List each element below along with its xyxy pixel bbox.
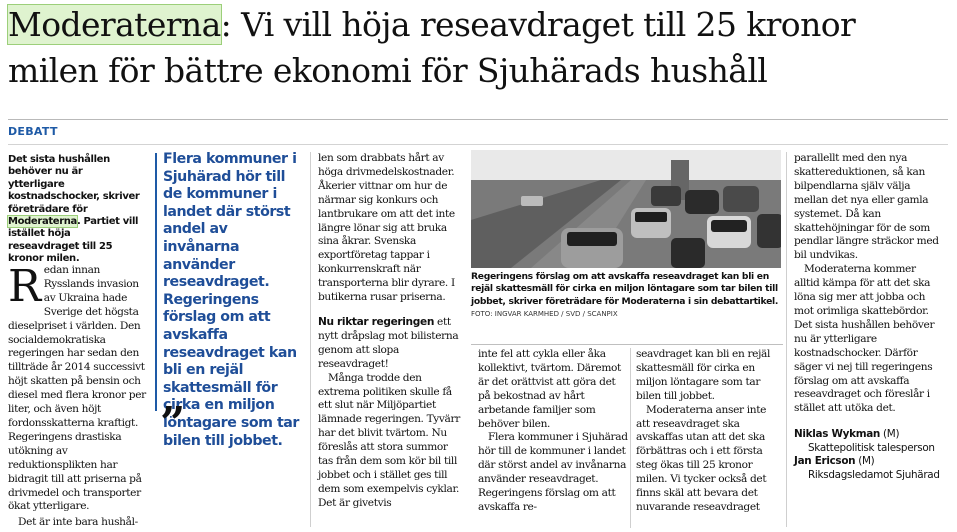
column-1	[8, 261, 148, 530]
signature-2-party: (M)	[855, 455, 875, 468]
signature-2-name-line	[794, 455, 944, 469]
signature-2	[794, 455, 944, 482]
col5-paragraph-1: seavdraget kan bli en rejäl skattesmäll för cirka en miljon löntagare som tar bilen till jobbet.	[636, 348, 771, 402]
section-label: DEBATT	[8, 125, 58, 138]
col1-p1-text: edan innan Rysslands invasion av Ukraina hade Sverige det högsta dieselpriset i världen. Den socialdemokratiska regeringen har sedan den tillträde år 2014 successivt höjt skatten på bensin och diesel med flera kronor per liter, och även höjt fordonsskatterna kraftigt. Regeringens drastiska utökning av reduktionsplikten har bidragit till att priserna på drivmedel och transporter ökat ytterligare.	[8, 264, 146, 513]
col3-paragraph-3: Många trodde den extrema politiken skulle få ett slut när Miljöpartiet lämnade regeringen. Tyvärr har det blivit tvärtom. Nu föreslås att stora summor tas från dem som kör bil till jobbet och i stället ges till dem som exempelvis cyklar. Det är givetvis	[318, 371, 460, 509]
photo-illustration	[471, 150, 781, 268]
quote-mark-icon: ”	[160, 398, 186, 449]
ingress-party-highlight: Moderaterna	[8, 216, 77, 228]
col6-paragraph-1: parallellt med den nya skattereduktionen, så kan bilpendlarna själv välja mellan det nya eller gamla systemet. Då kan skattehöjningar för de som pendlar längre sträckor med bil undvikas.	[794, 152, 939, 262]
photo-credit: FOTO: INGVAR KARMHED / SVD / SCANPIX	[471, 309, 618, 318]
column-divider	[310, 152, 311, 527]
column-6	[794, 152, 944, 483]
signature-2-title: Riksdagsledamot Sjuhärad	[808, 469, 940, 481]
signature-1	[794, 428, 944, 455]
pullquote-bar	[155, 153, 157, 411]
col5-paragraph-2: Moderaterna anser inte att reseavdraget ska avskaffas utan att det ska förbättras och i ett första steg ökas till 25 kronor milen. Vi tycker också det finns skäl att bevara det nuvarande reseavdraget	[636, 403, 767, 513]
col1-paragraph-2: Det är inte bara hushål-	[18, 516, 138, 529]
photo-caption	[471, 271, 783, 320]
column-5	[636, 348, 782, 515]
headline-line1-rest: : Vi vill höja reseavdraget till 25 kronor	[220, 5, 856, 44]
section-rule	[8, 144, 948, 145]
col3-paragraph-1: len som drabbats hårt av höga drivmedelskostnader. Åkerier vittnar om hur de närmar sig konkurs och lantbrukare om att det inte längre lönar sig att bruka sina åkrar. Svenska exportföretag tappar i konkurrenskraft när transporterna blir dyrare. I butikerna rusar priserna.	[318, 152, 455, 304]
ingress	[8, 154, 142, 266]
pullquote: Flera kommuner i Sjuhärad hör till de kommuner i landet där störst andel av invånarna använder reseavdraget. Regeringens förslag om att avskaffa reseavdraget kan bli en rejäl skattesmäll för cirka en miljon löntagare som tar bilen till jobbet.	[163, 151, 299, 449]
col3-paragraph-2	[318, 316, 464, 372]
headline	[8, 2, 948, 94]
top-rule	[8, 119, 948, 120]
signature-1-title: Skattepolitisk talesperson	[808, 441, 935, 454]
traffic-jam-photo	[471, 150, 781, 268]
col3-p2-rest: ett nytt dråpslag mot bilisterna genom att slopa reseavdraget!	[318, 315, 459, 370]
column-4	[478, 348, 628, 515]
col1-paragraph-1	[8, 261, 148, 514]
dropcap: R	[8, 261, 41, 312]
ingress-part2: . Partiet vill istället höja reseavdraget till 25 kronor milen.	[8, 216, 139, 265]
column-3	[318, 152, 464, 511]
col3-p2-lead: Nu riktar regeringen	[318, 315, 435, 328]
col4-paragraph-2: Flera kommuner i Sjuhärad hör till de kommuner i landet där störst andel av invånarna använder reseavdraget. Regeringens förslag om att avskaffa re-	[478, 431, 628, 513]
headline-line2: milen för bättre ekonomi för Sjuhärads hushåll	[8, 51, 768, 90]
ingress-part1: Det sista hushållen behöver nu är ytterligare kostnadschocker, skriver företrädare för	[8, 154, 140, 215]
col4-paragraph-1: inte fel att cykla eller åka kollektivt, tvärtom. Däremot är det orättvist att göra det på bekostnad av hårt arbetande familjer som behöver bilen.	[478, 348, 621, 430]
caption-text: Regeringens förslag om att avskaffa reseavdraget kan bli en rejäl skattesmäll för cirka en miljon löntagare som tar bilen till jobbet, skriver företrädare för Moderaterna i sin debattartikel.	[471, 271, 779, 307]
col6-paragraph-2: Moderaterna kommer alltid kämpa för att det ska löna sig mer att jobba och mot orimliga skattebördor. Det sista hushållen behöver nu är ytterligare kostnadschocker. Därför säger vi nej till regeringens förslag om att avskaffa reseavdraget och föreslår i stället att utöka det.	[794, 263, 935, 415]
signature-2-name: Jan Ericson	[794, 455, 856, 468]
signature-1-party: (M)	[880, 428, 900, 441]
signature-1-name: Niklas Wykman	[794, 428, 881, 441]
signature-1-name-line	[794, 428, 944, 442]
headline-party-highlight: Moderaterna	[8, 5, 221, 44]
column-divider	[630, 348, 631, 528]
column-divider	[786, 152, 787, 527]
caption-rule	[471, 344, 783, 345]
